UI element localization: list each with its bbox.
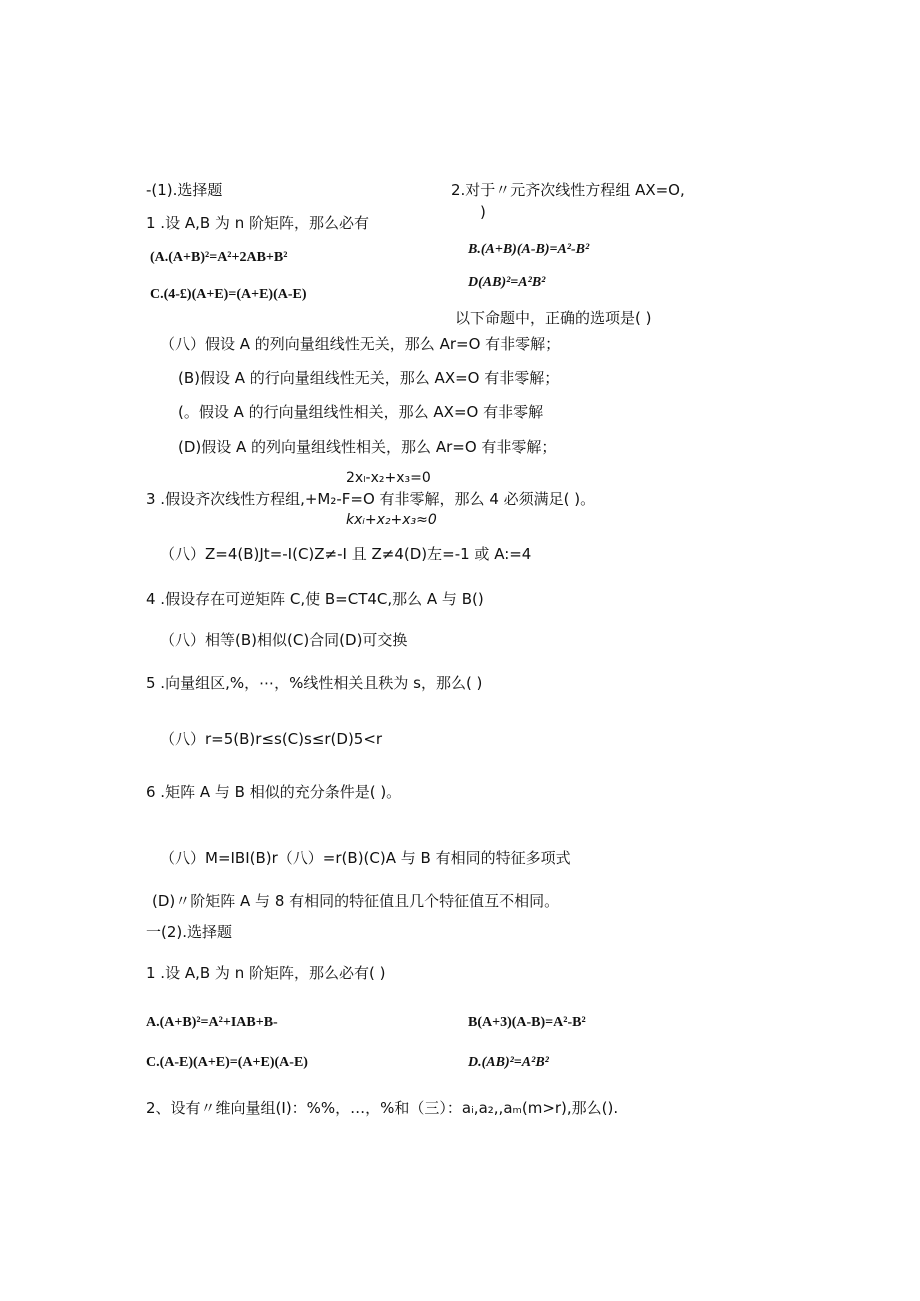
question-3-stem: 3 .假设齐次线性方程组,+M₂-F=O 有非零解，那么 4 必须满足( )。 <box>146 490 596 508</box>
part2-question-1-stem: 1 .设 A,B 为 n 阶矩阵，那么必有( ) <box>146 964 386 982</box>
question-5-stem: 5 .向量组区,%，⋯，%线性相关且秩为 s，那么( ) <box>146 674 483 692</box>
question-2-stem: 2.对于〃元齐次线性方程组 AX=O, <box>451 181 685 199</box>
question-6-option-d: (D)〃阶矩阵 A 与 8 有相同的特征值且几个特征值互不相同。 <box>152 892 560 910</box>
section-heading-2: 一(2).选择题 <box>146 923 233 941</box>
question-4-options: （八）相等(B)相似(C)合同(D)可交换 <box>160 631 408 649</box>
question-1-option-a: (A.(A+B)²=A²+2AB+B² <box>150 250 288 265</box>
question-4-stem: 4 .假设存在可逆矩阵 C,使 B=CT4C,那么 A 与 B() <box>146 590 484 608</box>
question-3-equation-1: 2xₗ-x₂+x₃=0 <box>346 470 431 486</box>
question-2-option-d: (D)假设 A 的列向量组线性相关，那么 Ar=O 有非零解； <box>178 438 557 456</box>
question-3-options: （八）Z=4(B)Jt=-I(C)Z≠-I 且 Z≠4(D)左=-1 或 A:=4 <box>160 545 532 563</box>
question-6-stem: 6 .矩阵 A 与 B 相似的充分条件是( )。 <box>146 783 402 801</box>
question-6-options: （八）M=IBI(B)r（八）=r(B)(C)A 与 B 有相同的特征多项式 <box>160 849 571 867</box>
question-1-option-d: D(AB)²=A²B² <box>468 275 546 290</box>
question-1-option-c: C.(4-£)(A+E)=(A+E)(A-E) <box>150 287 307 302</box>
part2-question-1-option-a: A.(A+B)²=A²+IAB+B- <box>146 1015 278 1030</box>
part2-question-2-stem: 2、设有〃维向量组(I)：%%，…，%和（三）：aᵢ,a₂,,aₘ(m>r),那么(). <box>146 1099 619 1117</box>
part2-question-1-option-b: B(A+3)(A-B)=A²-B² <box>468 1015 586 1030</box>
part2-question-1-option-c: C.(A-E)(A+E)=(A+E)(A-E) <box>146 1055 308 1070</box>
question-2-paren: ) <box>480 203 486 221</box>
question-2-option-c: (。假设 A 的行向量组线性相关，那么 AX=O 有非零解 <box>178 403 544 421</box>
question-2-option-a: （八）假设 A 的列向量组线性无关，那么 Ar=O 有非零解； <box>160 335 561 353</box>
question-2-prompt: 以下命题中，正确的选项是( ) <box>455 309 652 327</box>
section-heading-1: -(1).选择题 <box>146 181 223 199</box>
question-1-stem: 1 .设 A,B 为 n 阶矩阵，那么必有 <box>146 214 369 232</box>
question-1-option-b: B.(A+B)(A-B)=A²-B² <box>468 242 590 257</box>
question-2-option-b: (B)假设 A 的行向量组线性无关，那么 AX=O 有非零解； <box>178 369 560 387</box>
question-3-equation-3: kxᵢ+x₂+x₃≈0 <box>346 512 437 528</box>
part2-question-1-option-d: D.(AB)²=A²B² <box>468 1055 549 1070</box>
question-5-options: （八）r=5(B)r≤s(C)s≤r(D)5<r <box>160 730 383 748</box>
